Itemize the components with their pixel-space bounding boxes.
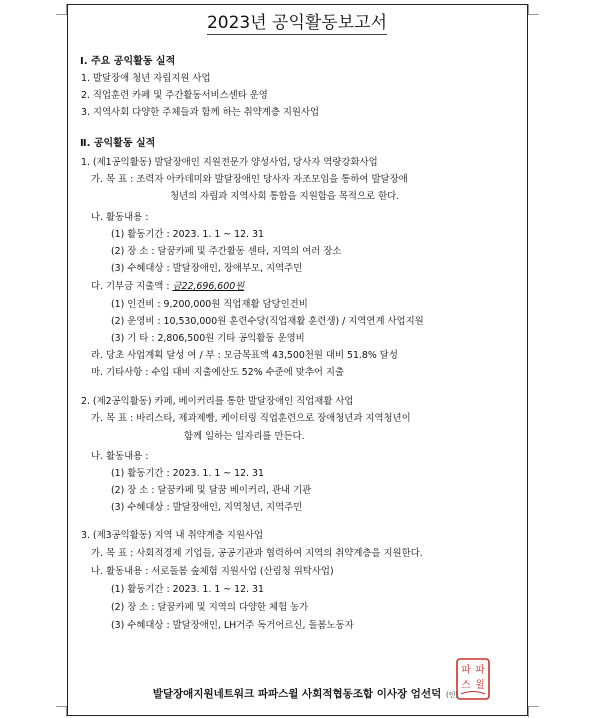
seal-glyph: 파	[461, 665, 471, 676]
report-line-text: 함께 일하는 일자리를 만든다.	[184, 431, 305, 442]
report-line-text: 나. 활동내용 :	[91, 451, 149, 462]
report-line-text: 라. 당초 사업계획 달성 여 / 부 : 모금목표액 43,500천원 대비 51.8% 달성	[91, 350, 398, 361]
report-line	[111, 333, 305, 345]
seal-glyph: 스	[461, 680, 471, 691]
report-line	[81, 107, 319, 119]
report-line-text: 나. 활동내용 : 서로돌봄 숲체험 지원사업 (산림청 위탁사업)	[91, 566, 334, 577]
report-line	[111, 584, 264, 596]
report-line-text: (2) 장 소 : 달꿈카페 및 달꿈 베이커리, 관내 기관	[111, 485, 312, 496]
seal-glyph: 윌	[475, 680, 485, 691]
report-line	[91, 413, 411, 425]
page-title-text: 2023년 공익활동보고서	[206, 13, 388, 33]
report-line-text: 1. 발달장애 청년 자립지원 사업	[81, 73, 211, 84]
report-line	[111, 602, 308, 614]
report-line	[111, 485, 311, 497]
report-line	[81, 396, 353, 408]
report-line-text: (2) 운영비 : 10,530,000원 훈련수당(직업재활 훈련생) / 지역연계 사업지원	[111, 316, 424, 327]
page-title	[0, 8, 594, 33]
report-line-text: (3) 수혜대상 : 발달장애인, 지역청년, 지역주민	[111, 502, 303, 513]
report-line	[81, 530, 263, 542]
report-line	[81, 90, 268, 102]
report-line-text: (1) 인건비 : 9,200,000원 직업재활 담당인건비	[111, 299, 308, 310]
report-line	[91, 451, 148, 463]
report-line	[111, 263, 302, 275]
seal-note: (인)	[446, 691, 459, 699]
report-line	[111, 620, 354, 632]
report-line	[111, 468, 264, 480]
report-line-text: 청년의 자립과 지역사회 통합을 지원함을 목적으로 한다.	[170, 191, 400, 202]
signature-line: 발달장애지원네트워크 파파스윌 사회적협동조합 이사장 엄선덕	[152, 688, 442, 700]
report-line-text: (2) 장 소 : 달꿈카페 및 주간활동 센타, 지역의 여러 장소	[111, 246, 342, 257]
report-line	[91, 566, 334, 578]
report-line-text: (3) 기 타 : 2,806,500원 기타 공익활동 운영비	[111, 333, 305, 344]
donation-total-amount: 금22,696,600원	[172, 281, 245, 292]
report-line	[184, 431, 305, 443]
report-line	[111, 246, 341, 258]
report-line-text: Ⅰ. 주요 공익활동 실적	[80, 56, 176, 67]
report-line	[80, 138, 155, 150]
seal-glyph: 파	[475, 665, 485, 676]
report-line	[91, 174, 408, 186]
report-line-text: (1) 활동기간 : 2023. 1. 1 ~ 12. 31	[111, 468, 264, 479]
report-line	[91, 548, 423, 560]
report-line-text: (3) 수혜대상 : 발달장애인, 장애부모, 지역주민	[111, 263, 303, 274]
report-line	[91, 212, 148, 224]
report-line	[81, 157, 378, 169]
report-line-text: 가. 목 표 : 바리스타, 제과제빵, 케이터링 직업훈련으로 장애청년과 지역청년이	[91, 413, 411, 424]
seal-stamp	[456, 658, 490, 700]
report-line-text: 가. 목 표 : 사회적경제 기업들, 공공기관과 협력하여 지역의 취약계층을 지원한다.	[91, 548, 423, 559]
report-line	[111, 316, 424, 328]
report-line	[170, 191, 399, 203]
report-line	[111, 229, 264, 241]
report-line	[91, 281, 244, 293]
report-line-text: 나. 활동내용 :	[91, 212, 149, 223]
report-line-text: (1) 활동기간 : 2023. 1. 1 ~ 12. 31	[111, 229, 264, 240]
crop-mark-bottom-right	[528, 706, 539, 717]
report-line	[111, 502, 302, 514]
report-line-text: 1. (제1공익활동) 발달장애인 지원전문가 양성사업, 당사자 역량강화사업	[81, 157, 378, 168]
report-line-text: (3) 수혜대상 : 발달장애인, LH거주 독거어르신, 돌봄노동자	[111, 620, 354, 631]
report-line-text: (1) 활동기간 : 2023. 1. 1 ~ 12. 31	[111, 584, 264, 595]
report-line-text: 가. 목 표 : 조력자 아카데미와 발달장애인 당사자 자조모임을 통하여 발달장애	[91, 174, 408, 185]
report-line	[111, 299, 308, 311]
report-line-text: 3. (제3공익활동) 지역 내 취약계층 지원사업	[81, 530, 264, 541]
report-line-text: 다. 기부금 지출액 :	[91, 281, 173, 292]
report-line-text: 2. (제2공익활동) 카페, 베이커리를 통한 발달장애인 직업재활 사업	[81, 396, 354, 407]
report-line-text: 마. 기타사항 : 수입 대비 지출예산도 52% 수준에 맞추어 지출	[91, 367, 345, 378]
report-line-text: Ⅱ. 공익활동 실적	[80, 138, 156, 149]
crop-mark-bottom-left	[56, 706, 67, 717]
report-line-text: 3. 지역사회 다양한 주체들과 함께 하는 취약계층 지원사업	[81, 107, 320, 118]
report-line	[80, 56, 175, 68]
report-line-text: (2) 장 소 : 달꿈카페 및 지역의 다양한 체험 농가	[111, 602, 309, 613]
report-line	[91, 350, 398, 362]
report-line	[81, 73, 211, 85]
report-line	[91, 367, 344, 379]
report-line-text: 2. 직업훈련 카페 및 주간활동서비스센타 운영	[81, 90, 268, 101]
